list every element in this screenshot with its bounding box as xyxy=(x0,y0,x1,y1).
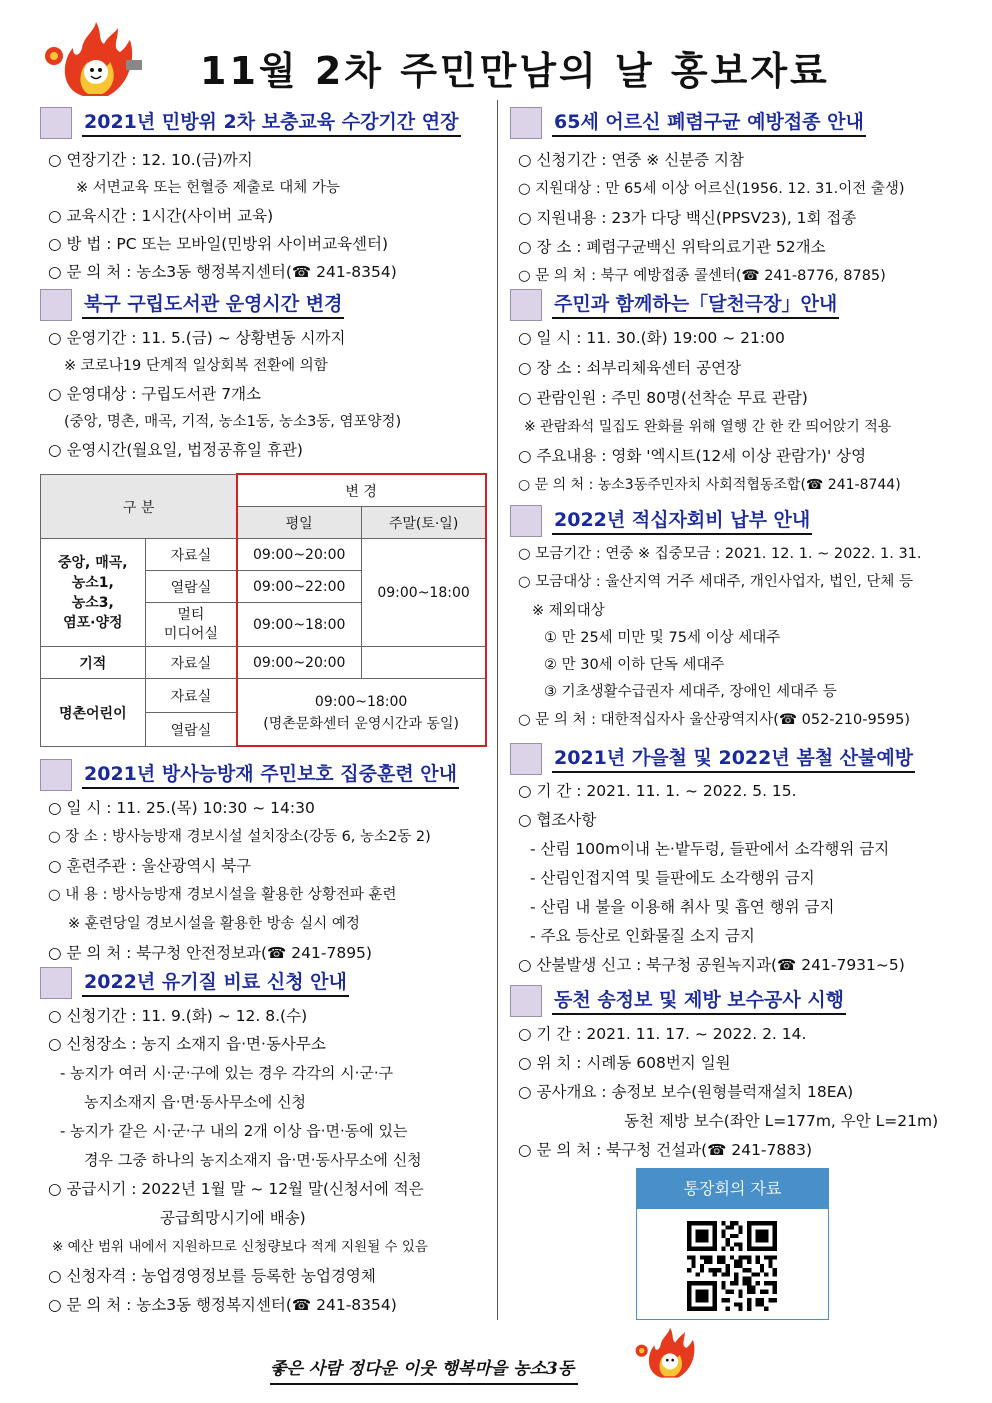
qr-code-icon[interactable] xyxy=(687,1221,777,1311)
table-header-gubun: 구 분 xyxy=(41,475,237,539)
info-line: ○ 기 간 : 2021. 11. 17. ~ 2022. 2. 14. xyxy=(518,1025,807,1043)
sub-line: - 주요 등산로 인화물질 소지 금지 xyxy=(530,927,755,945)
info-line: ○ 훈련주관 : 울산광역시 북구 xyxy=(48,857,252,875)
info-line: ○ 문 의 처 : 북구 예방접종 콜센터(☎ 241-8776, 8785) xyxy=(518,268,886,284)
info-line: 공급희망시기에 배송) xyxy=(160,1209,306,1227)
info-line: ○ 문 의 처 : 농소3동 행정복지센터(☎ 241-8354) xyxy=(48,263,397,281)
weekday-hours: 09:00~20:00 xyxy=(237,539,362,571)
info-line: ○ 공급시기 : 2022년 1월 말 ~ 12월 말(신청서에 적은 xyxy=(48,1180,424,1198)
info-line: ○ 공사개요 : 송정보 보수(원형블럭재설치 18EA) xyxy=(518,1083,854,1101)
weekday-hours: 09:00~20:00 xyxy=(237,647,362,679)
weekday-hours: 09:00~18:00 xyxy=(237,603,362,647)
combined-hours-time: 09:00~18:00 xyxy=(314,693,408,710)
sub-line: ③ 기초생활수급권자 세대주, 장애인 세대주 등 xyxy=(544,684,837,700)
note-line: ※ 훈련당일 경보시설을 활용한 방송 실시 예정 xyxy=(68,916,360,932)
info-line: ○ 문 의 처 : 대한적십자사 울산광역지사(☎ 052-210-9595) xyxy=(518,712,910,728)
note-line: ※ 코로나19 단계적 일상회복 전환에 의함 xyxy=(64,358,328,374)
sub-line: - 산림 100m이내 논·밭두렁, 들판에서 소각행위 금지 xyxy=(530,840,890,858)
info-line: ○ 장 소 : 쇠부리체육센터 공연장 xyxy=(518,359,742,377)
flame-mascot-icon xyxy=(38,18,148,98)
footer-slogan: 좋은 사람 정다운 이웃 행복마을 농소3동 xyxy=(270,1354,578,1385)
table-header-weekend: 주말(토·일) xyxy=(362,507,486,539)
section-marker xyxy=(510,107,542,139)
section-marker xyxy=(40,759,72,791)
info-line: ○ 신청기간 : 11. 9.(화) ~ 12. 8.(수) xyxy=(48,1007,308,1025)
info-line: ○ 장 소 : 방사능방재 경보시설 설치장소(강동 6, 농소2동 2) xyxy=(48,829,431,845)
section-heading: 주민과 함께하는「달천극장」안내 xyxy=(552,291,839,319)
sub-line: - 농지가 여러 시·군·구에 있는 경우 각각의 시·군·구 xyxy=(60,1064,394,1082)
info-line: ○ 문 의 처 : 농소3동 행정복지센터(☎ 241-8354) xyxy=(48,1296,397,1314)
info-line: (중앙, 명촌, 매곡, 기적, 농소1동, 농소3동, 염포양정) xyxy=(64,414,402,430)
info-line: ○ 운영기간 : 11. 5.(금) ~ 상황변동 시까지 xyxy=(48,329,346,347)
sub-line: 농지소재지 읍·면·동사무소에 신청 xyxy=(84,1093,306,1111)
section-heading: 2021년 민방위 2차 보충교육 수강기간 연장 xyxy=(82,109,461,137)
section-marker xyxy=(510,985,542,1017)
library-group-name: 기적 xyxy=(41,647,146,679)
info-line: ○ 신청자격 : 농업경영정보를 등록한 농업경영체 xyxy=(48,1267,376,1285)
info-line: ○ 주요내용 : 영화 '엑시트(12세 이상 관람가)' 상영 xyxy=(518,447,867,465)
info-line: ○ 기 간 : 2021. 11. 1. ~ 2022. 5. 15. xyxy=(518,782,797,800)
section-heading: 2021년 가을철 및 2022년 봄철 산불예방 xyxy=(552,745,915,773)
section-fertilizer xyxy=(40,966,486,1314)
section-heading: 65세 어르신 폐렴구균 예방접종 안내 xyxy=(552,109,866,137)
info-line: ○ 운영대상 : 구립도서관 7개소 xyxy=(48,385,262,403)
section-wildfire xyxy=(510,742,952,974)
info-line: ○ 방 법 : PC 또는 모바일(민방위 사이버교육센터) xyxy=(48,235,389,253)
info-line: ○ 일 시 : 11. 25.(목) 10:30 ~ 14:30 xyxy=(48,799,315,817)
room-name: 자료실 xyxy=(145,539,237,571)
library-group-name: 중앙, 매곡, 농소1, 농소3, 염포·양정 xyxy=(41,539,146,647)
info-line: ○ 문 의 처 : 북구청 건설과(☎ 241-7883) xyxy=(518,1141,813,1159)
info-line: ○ 문 의 처 : 북구청 안전정보과(☎ 241-7895) xyxy=(48,944,372,962)
info-line: ○ 위 치 : 시례동 608번지 일원 xyxy=(518,1054,731,1072)
info-line: ○ 지원내용 : 23가 다당 백신(PPSV23), 1회 접종 xyxy=(518,209,857,227)
info-line: ○ 신청기간 : 연중 ※ 신분증 지참 xyxy=(518,151,744,169)
section-marker xyxy=(510,505,542,537)
section-repair-work xyxy=(510,984,952,1159)
combined-hours-note: (명촌문화센터 운영시간과 동일) xyxy=(263,715,459,732)
table-header-change: 변 경 xyxy=(237,475,486,507)
qr-label: 통장회의 자료 xyxy=(637,1169,828,1209)
info-line: ○ 모금대상 : 울산지역 거주 세대주, 개인사업자, 법인, 단체 등 xyxy=(518,574,914,590)
info-line: ○ 산불발생 신고 : 북구청 공원녹지과(☎ 241-7931~5) xyxy=(518,956,905,974)
section-theater xyxy=(510,288,952,493)
sub-line: 경우 그중 하나의 농지소재지 읍·면·동사무소에 신청 xyxy=(84,1151,422,1169)
section-heading: 2022년 적십자회비 납부 안내 xyxy=(552,507,812,535)
section-civil-defense xyxy=(40,106,486,281)
section-marker xyxy=(40,967,72,999)
info-line: ○ 일 시 : 11. 30.(화) 19:00 ~ 21:00 xyxy=(518,329,785,347)
room-name: 자료실 xyxy=(145,679,237,713)
sub-line: - 농지가 같은 시·군·구 내의 2개 이상 읍·면·동에 있는 xyxy=(60,1122,408,1140)
room-name: 열람실 xyxy=(145,571,237,603)
library-hours-table xyxy=(40,474,486,747)
section-marker xyxy=(510,743,542,775)
table-header-weekday: 평일 xyxy=(237,507,362,539)
section-heading: 북구 구립도서관 운영시간 변경 xyxy=(82,291,344,319)
info-line: ○ 장 소 : 폐렴구균백신 위탁의료기관 52개소 xyxy=(518,238,826,256)
section-vaccination xyxy=(510,106,952,284)
qr-meeting-materials[interactable] xyxy=(636,1168,829,1320)
info-line: ○ 관람인원 : 주민 80명(선착순 무료 관람) xyxy=(518,389,808,407)
info-line: ○ 협조사항 xyxy=(518,811,597,829)
note-line: ※ 서면교육 또는 헌혈증 제출로 대체 가능 xyxy=(76,180,340,196)
room-name: 자료실 xyxy=(145,647,237,679)
room-name: 멀티 미디어실 xyxy=(145,603,237,647)
section-marker xyxy=(510,289,542,321)
weekend-hours: 09:00~18:00 xyxy=(362,539,486,647)
weekend-hours-empty xyxy=(362,647,486,679)
section-red-cross xyxy=(510,504,952,728)
section-heading: 2022년 유기질 비료 신청 안내 xyxy=(82,969,349,997)
flame-mascot-icon xyxy=(630,1325,706,1379)
info-line: 동천 제방 보수(좌안 L=177m, 우안 L=21m) xyxy=(624,1112,939,1130)
info-line: ○ 연장기간 : 12. 10.(금)까지 xyxy=(48,151,253,169)
note-line: ※ 제외대상 xyxy=(532,603,605,619)
room-name: 열람실 xyxy=(145,713,237,747)
combined-hours xyxy=(237,679,486,747)
section-heading: 2021년 방사능방재 주민보호 집중훈련 안내 xyxy=(82,761,459,789)
section-library xyxy=(40,288,486,459)
info-line: ○ 모금기간 : 연중 ※ 집중모금 : 2021. 12. 1. ~ 2022. 1. 31. xyxy=(518,546,922,562)
info-line: ○ 문 의 처 : 농소3동주민자치 사회적협동조합(☎ 241-8744) xyxy=(518,477,901,493)
section-marker xyxy=(40,289,72,321)
section-marker xyxy=(40,107,72,139)
note-line: ※ 관람좌석 밀집도 완화를 위해 열행 간 한 칸 띄어앉기 적용 xyxy=(524,419,892,435)
info-line: ○ 내 용 : 방사능방재 경보시설을 활용한 상황전파 훈련 xyxy=(48,887,397,903)
info-line: ○ 운영시간(월요일, 법정공휴일 휴관) xyxy=(48,441,303,459)
page-title: 11월 2차 주민만남의 날 홍보자료 xyxy=(200,49,830,93)
column-divider xyxy=(497,100,498,1320)
info-line: ○ 지원대상 : 만 65세 이상 어르신(1956. 12. 31.이전 출생) xyxy=(518,181,905,197)
weekday-hours: 09:00~22:00 xyxy=(237,571,362,603)
sub-line: ② 만 30세 이하 단독 세대주 xyxy=(544,657,725,673)
sub-line: - 산림 내 불을 이용해 취사 및 흡연 행위 금지 xyxy=(530,898,835,916)
note-line: ※ 예산 범위 내에서 지원하므로 신청량보다 적게 지원될 수 있음 xyxy=(52,1239,428,1255)
section-radiation-drill xyxy=(40,758,486,962)
library-group-name: 명촌어린이 xyxy=(41,679,146,747)
info-line: ○ 교육시간 : 1시간(사이버 교육) xyxy=(48,207,274,225)
info-line: ○ 신청장소 : 농지 소재지 읍·면·동사무소 xyxy=(48,1035,326,1053)
sub-line: ① 만 25세 미만 및 75세 이상 세대주 xyxy=(544,630,781,646)
sub-line: - 산림인접지역 및 들판에도 소각행위 금지 xyxy=(530,869,815,887)
section-heading: 동천 송정보 및 제방 보수공사 시행 xyxy=(552,987,846,1015)
